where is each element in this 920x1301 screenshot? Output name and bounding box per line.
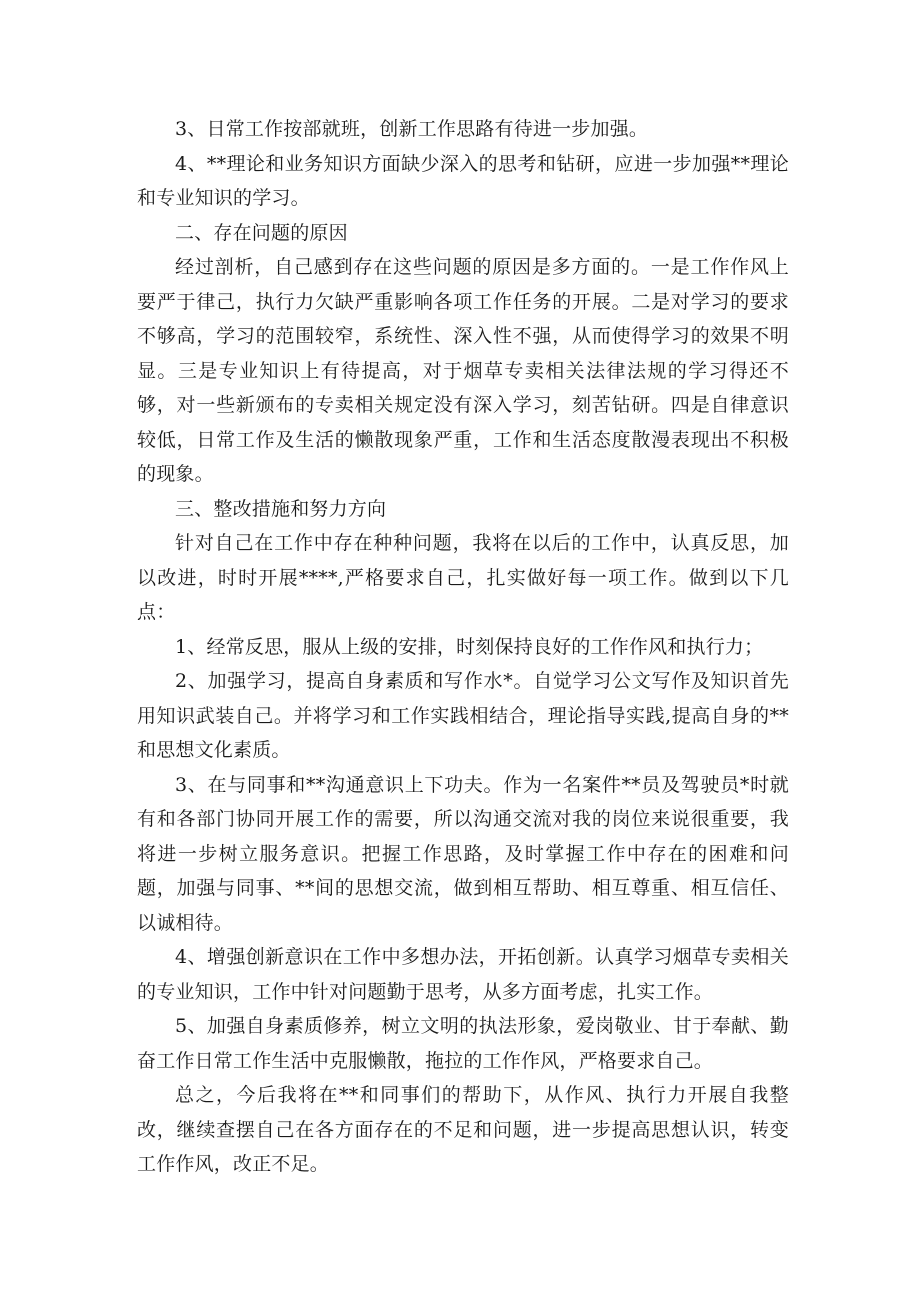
paragraph-item-4: 4、**理论和业务知识方面缺少深入的思考和钻研，应进一步加强**理论和专业知识的学习。 [137,152,789,209]
document-body [137,112,789,1182]
paragraph-conclusion: 总之，今后我将在**和同事们的帮助下，从作风、执行力开展自我整改，继续查摆自己在各方面存在的不足和问题，进一步提高思想认识，转变工作作风，改正不足。 [137,1084,789,1175]
paragraph-item-3: 3、日常工作按部就班，创新工作思路有待进一步加强。 [175,118,649,140]
measure-item-4: 4、增强创新意识在工作中多想办法，开拓创新。认真学习烟草专卖相关的专业知识，工作中针对问题勤于思考，从多方面考虑，扎实工作。 [137,946,789,1003]
measure-item-3: 3、在与同事和**沟通意识上下功夫。作为一名案件**员及驾驶员*时就有和各部门协同开展工作的需要，所以沟通交流对我的岗位来说很重要，我将进一步树立服务意识。把握工作思路，及时掌握工作中存在的困难和问题，加强与同事、**间的思想交流，做到相互帮助、相互尊重、相互信任、以诚相待。 [137,773,789,934]
measure-item-2: 2、加强学习，提高自身素质和写作水*。自觉学习公文写作及知识首先用知识武装自己。并将学习和工作实践相结合，理论指导实践,提高自身的**和思想文化素质。 [137,670,789,761]
measure-item-5: 5、加强自身素质修养，树立文明的执法形象，爱岗敬业、甘于奉献、勤奋工作日常工作生活中克服懒散，拖拉的工作作风，严格要求自己。 [137,1015,789,1072]
paragraph-causes-analysis: 经过剖析，自己感到存在这些问题的原因是多方面的。一是工作作风上要严于律己，执行力欠缺严重影响各项工作任务的开展。二是对学习的要求不够高，学习的范围较窄，系统性、深入性不强，从而使得学习的效果不明显。三是专业知识上有待提高，对于烟草专卖相关法律法规的学习得还不够，对一些新颁布的专卖相关规定没有深入学习，刻苦钻研。四是自律意识较低，日常工作及生活的懒散现象严重，工作和生活态度散漫表现出不积极的现象。 [137,256,789,485]
paragraph-measures-intro: 针对自己在工作中存在种种问题，我将在以后的工作中，认真反思，加以改进，时时开展****,严格要求自己，扎实做好每一项工作。做到以下几点： [137,532,789,623]
section-heading-measures: 三、整改措施和努力方向 [175,497,387,520]
section-heading-causes: 二、存在问题的原因 [175,221,348,244]
measure-item-1: 1、经常反思，服从上级的安排，时刻保持良好的工作作风和执行力； [175,635,764,658]
